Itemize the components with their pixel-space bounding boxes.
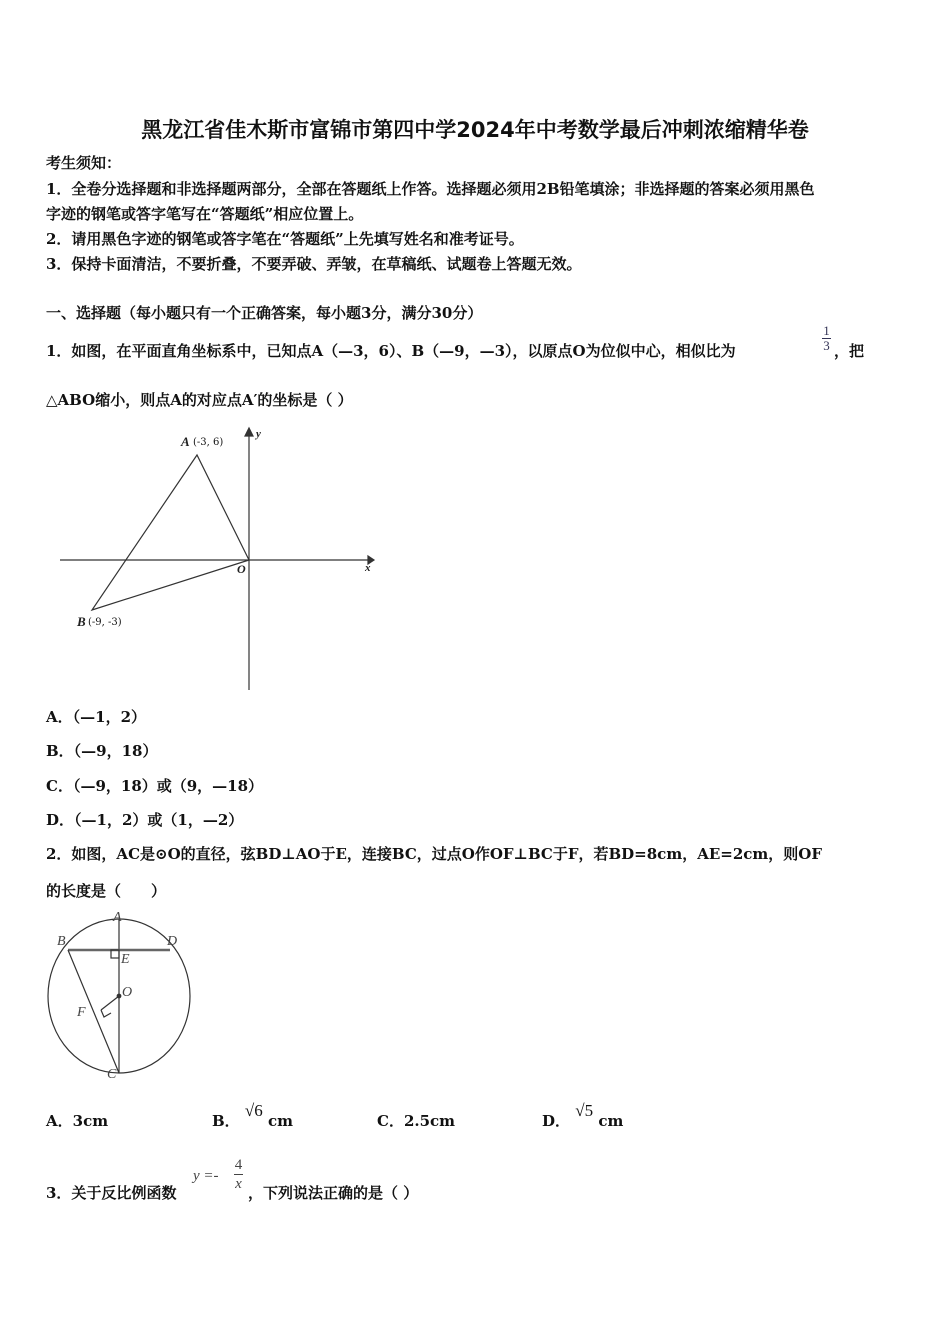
option-unit: cm xyxy=(268,1112,294,1130)
label-circle-f: F xyxy=(77,1005,86,1020)
q3-suffix: ，下列说法正确的是（ ） xyxy=(248,1184,419,1202)
segment-of xyxy=(101,996,119,1010)
segment-bc xyxy=(68,950,119,1073)
q2-option-d[interactable] xyxy=(542,1101,624,1131)
notice-item: 3．保持卡面清洁，不要折叠，不要弄破、弄皱，在草稿纸、试题卷上答题无效。 xyxy=(46,255,582,273)
fraction-numerator: 1 xyxy=(823,323,830,338)
label-circle-d: D xyxy=(167,934,178,949)
label-circle-a: A xyxy=(113,910,122,925)
option-label: D． xyxy=(542,1112,571,1130)
right-angle-f xyxy=(101,1010,111,1017)
option-unit: cm xyxy=(598,1112,624,1130)
q1-line1-end: ，把 xyxy=(834,342,865,360)
label-b: B xyxy=(77,614,86,629)
notice-item: 1．全卷分选择题和非选择题两部分，全部在答题纸上作答。选择题必须用2B铅笔填涂；非选择题的答案必须用黑色 xyxy=(46,180,815,198)
notice-item: 2．请用黑色字迹的钢笔或答字笔在“答题纸”上先填写姓名和准考证号。 xyxy=(46,230,524,248)
triangle-abo xyxy=(92,455,249,610)
label-a: A xyxy=(181,434,190,449)
q1-option-d[interactable]: D．（—1，2）或（1，—2） xyxy=(46,811,244,829)
q1-figure xyxy=(60,428,374,690)
label-circle-e: E xyxy=(121,952,130,967)
q1-option-a[interactable]: A．（—1，2） xyxy=(46,708,147,726)
sqrt-5: √5 xyxy=(575,1101,594,1120)
fraction-denominator: x xyxy=(235,1176,242,1192)
label-circle-o: O xyxy=(122,985,133,1000)
q1-option-b[interactable]: B．（—9，18） xyxy=(46,742,158,760)
option-label: B． xyxy=(212,1112,240,1130)
coord-a: (-3, 6) xyxy=(193,437,224,448)
q2-option-a[interactable]: A．3cm xyxy=(46,1112,109,1130)
notice-item: 字迹的钢笔或答字笔写在“答题纸”相应位置上。 xyxy=(46,205,364,223)
document-title: 黑龙江省佳木斯市富锦市第四中学2024年中考数学最后冲刺浓缩精华卷 xyxy=(141,118,809,142)
fraction-denominator: 3 xyxy=(823,338,830,353)
q2-option-b[interactable] xyxy=(212,1101,294,1131)
q1-line1: 1．如图，在平面直角坐标系中，已知点A（—3，6）、B（—9，—3），以原点O为位似中心，相似比为 xyxy=(46,342,736,360)
q3-fraction xyxy=(234,1156,243,1193)
y-axis-arrow xyxy=(245,428,253,436)
q2-option-c[interactable]: C．2.5cm xyxy=(377,1112,456,1130)
q2-line1: 2．如图，AC是⊙O的直径，弦BD⊥AO于E，连接BC，过点O作OF⊥BC于F，若BD=8cm，AE=2cm，则OF xyxy=(46,845,822,863)
label-circle-b: B xyxy=(57,934,66,949)
coord-b: (-9, -3) xyxy=(88,617,122,628)
center-point xyxy=(117,994,121,998)
q1-option-c[interactable]: C．（—9，18）或（9，—18） xyxy=(46,777,264,795)
label-y: y xyxy=(256,428,261,440)
q3-function-lhs: y =- xyxy=(193,1168,219,1184)
label-o: O xyxy=(237,562,246,576)
q1-line2: △ABO缩小，则点A的对应点A′的坐标是（ ） xyxy=(46,391,353,409)
q2-line2: 的长度是（ ） xyxy=(46,882,167,900)
sqrt-6: √6 xyxy=(244,1101,263,1120)
fraction-numerator: 4 xyxy=(234,1157,243,1173)
notice-heading: 考生须知： xyxy=(46,154,122,172)
label-circle-c: C xyxy=(107,1067,117,1082)
label-x: x xyxy=(365,562,371,574)
section-heading: 一、选择题（每小题只有一个正确答案，每小题3分，满分30分） xyxy=(46,304,483,322)
q3-prefix: 3．关于反比例函数 xyxy=(46,1184,177,1202)
